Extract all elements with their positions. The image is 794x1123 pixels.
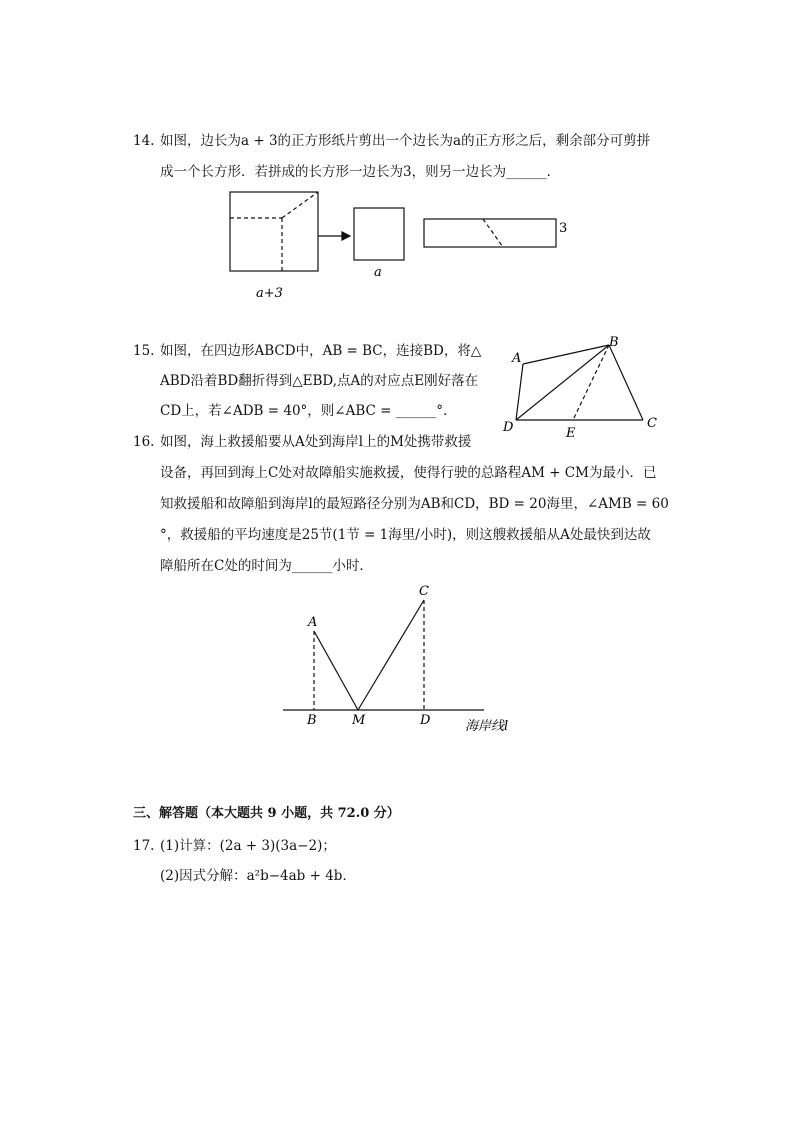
arrow-head	[342, 232, 350, 240]
point-E: E	[566, 426, 576, 441]
q14-text-line1: 如图，边长为a + 3的正方形纸片剪出一个边长为a的正方形之后，剩余部分可剪拼	[160, 133, 651, 149]
section-title: 三、解答题（本大题共 9 小题，共 72.0 分）	[133, 806, 400, 821]
point-C: C	[419, 584, 429, 599]
seg-BC	[609, 345, 643, 420]
point-A: A	[512, 351, 522, 366]
point-B: B	[307, 713, 317, 728]
q16-text-line4: °，救援船的平均速度是25节(1节 = 1海里/小时)，则这艘救援船从A处最快到达故	[160, 527, 651, 543]
q16-text-line2: 设备，再回到海上C处对故障船实施救援，使得行驶的总路程AM + CM为最小．已	[160, 465, 657, 481]
q16-text-line3: 知救援船和故障船到海岸l的最短路径分别为AB和CD，BD = 20海里，∠AMB = 60	[160, 496, 669, 512]
q16-text-line5: 障船所在C处的时间为______小时．	[160, 558, 373, 574]
seg-DA	[516, 364, 523, 420]
q14-number: 14.	[133, 133, 155, 149]
seg-BE	[573, 345, 609, 420]
label-a-plus-3: a+3	[256, 286, 283, 301]
q16-number: 16.	[133, 434, 155, 450]
point-C: C	[647, 416, 657, 431]
rect-cut-line	[483, 219, 503, 247]
seg-AB	[523, 345, 609, 364]
point-B: B	[609, 335, 619, 350]
big-square	[230, 192, 318, 271]
seg-BD	[516, 345, 609, 420]
label-a: a	[374, 265, 382, 280]
seg-AM	[314, 631, 358, 710]
q15-text-line1: 如图，在四边形ABCD中，AB = BC，连接BD，将△	[160, 343, 482, 359]
seg-MC	[358, 600, 424, 710]
rectangle	[424, 219, 556, 247]
q16-text-line1: 如图，海上救援船要从A处到海岸l上的M处携带救援	[160, 434, 472, 450]
q15-number: 15.	[133, 343, 155, 359]
label-3: 3	[559, 221, 568, 236]
q15-text-line2: ABD沿着BD翻折得到△EBD,点A的对应点E刚好落在	[160, 373, 479, 389]
coastline-label: 海岸线l	[465, 719, 509, 734]
point-D: D	[420, 713, 431, 728]
small-square	[354, 208, 404, 260]
q15-figure	[516, 345, 643, 420]
q17-part2: (2)因式分解：a²b−4ab + 4b．	[160, 868, 356, 884]
q17-part1: (1)计算：(2a + 3)(3a−2)；	[160, 838, 336, 854]
q14-figure	[230, 192, 556, 271]
q14-text-line2: 成一个长方形．若拼成的长方形一边长为3，则另一边长为______．	[160, 164, 561, 180]
q17-number: 17.	[133, 838, 155, 854]
point-M: M	[352, 713, 366, 728]
point-D: D	[503, 420, 514, 435]
cut-line-diag	[282, 192, 318, 218]
q15-text-line3: CD上，若∠ADB = 40°，则∠ABC = ______°.	[160, 403, 448, 419]
point-A: A	[308, 615, 318, 630]
